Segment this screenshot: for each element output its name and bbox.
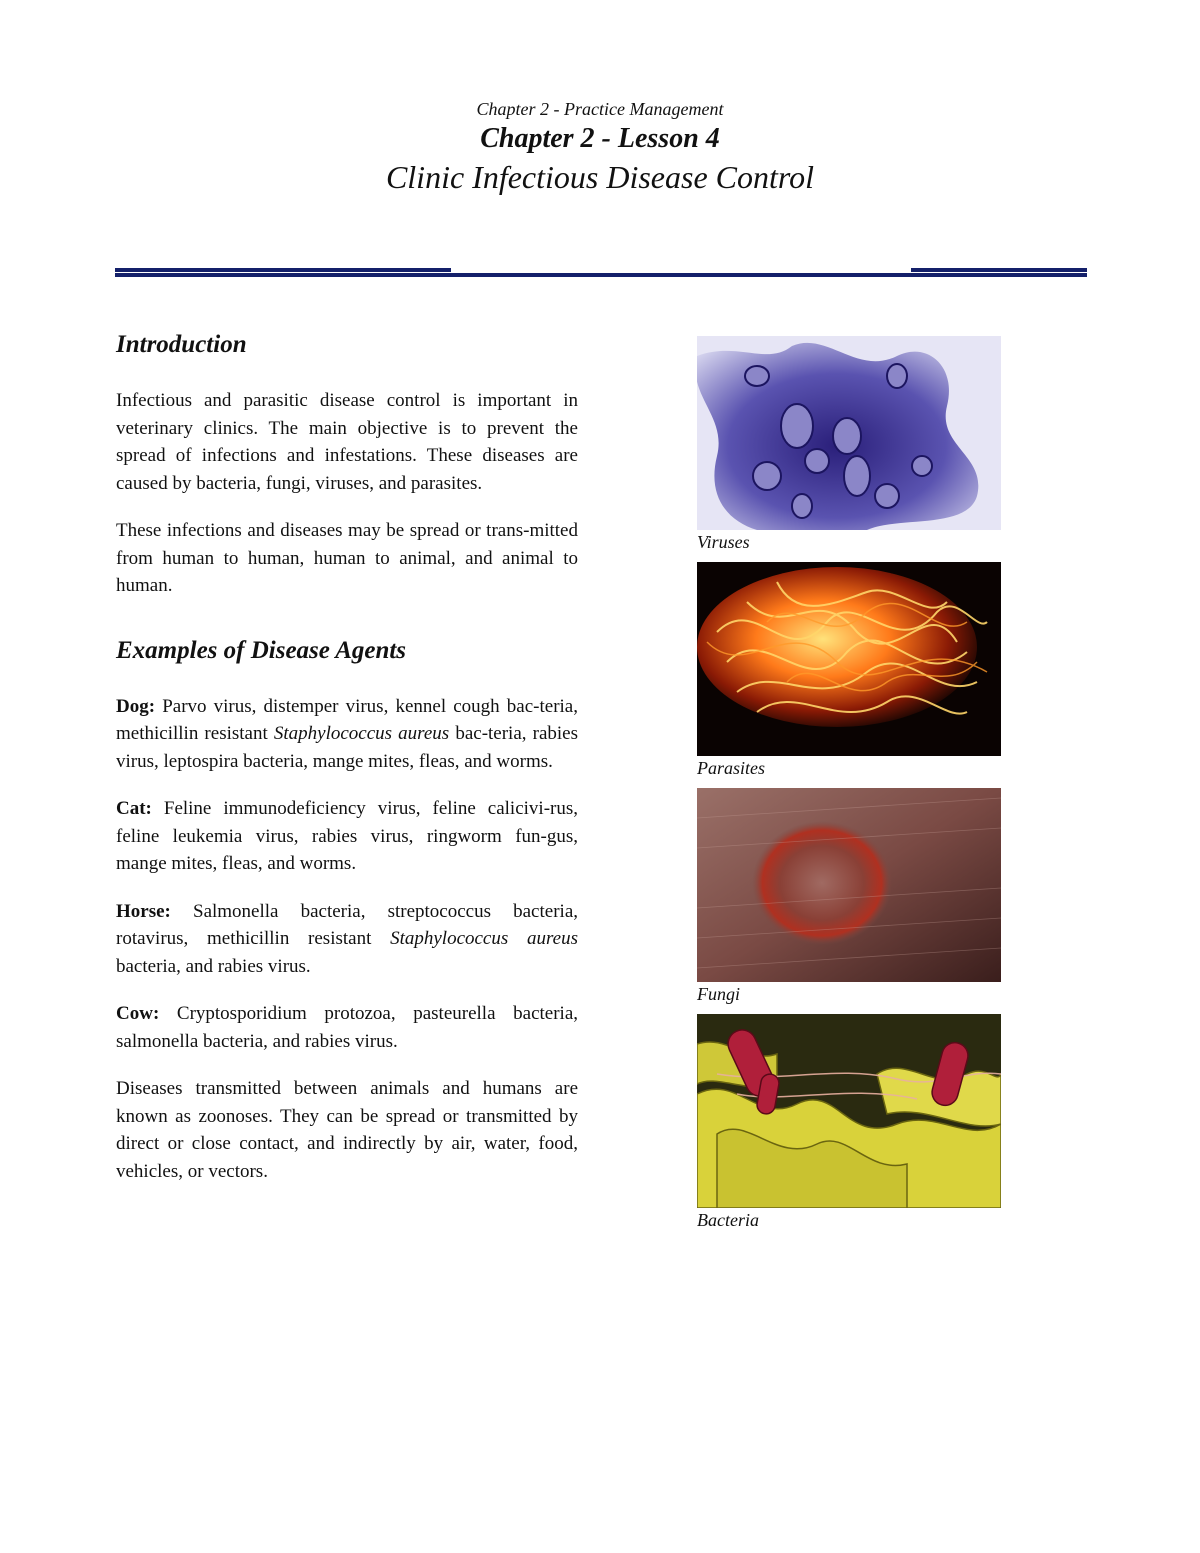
fungi-caption: Fungi bbox=[697, 984, 740, 1004]
horse-label: Horse: bbox=[116, 900, 171, 922]
page-title: Clinic Infectious Disease Control bbox=[385, 159, 815, 195]
horse-species-name: Staphylococcus aureus bbox=[390, 928, 578, 949]
cow-label: Cow: bbox=[116, 1003, 160, 1024]
cat-label: Cat: bbox=[116, 798, 152, 819]
fungi-image bbox=[697, 788, 1001, 982]
rule-segment-left bbox=[115, 268, 451, 272]
dog-species-name: Staphylococcus aureus bbox=[273, 723, 450, 744]
bacteria-image bbox=[697, 1014, 1001, 1208]
document-header bbox=[0, 96, 1200, 198]
main-text-column bbox=[116, 328, 578, 1185]
intro-paragraph-1: Infectious and parasitic disease control is important in veterinary clinics. The main objective is to prevent the spread of infections and infestations. These diseases are caused by bacteria, fungi, viruses, and parasites. bbox=[116, 390, 578, 494]
cat-text: Feline immunodeficiency virus, feline calicivi-rus, feline leukemia virus, rabies virus, ringworm fun-gus, mange mites, fleas, and worms. bbox=[116, 798, 578, 874]
rule-main-line bbox=[115, 273, 1087, 277]
figure-viruses bbox=[697, 336, 1001, 553]
lesson-number: Chapter 2 - Lesson 4 bbox=[480, 123, 720, 154]
figure-parasites bbox=[697, 562, 1001, 779]
viruses-caption: Viruses bbox=[697, 532, 750, 552]
bacteria-caption: Bacteria bbox=[697, 1210, 759, 1230]
rule-segment-right bbox=[911, 268, 1087, 272]
intro-paragraph-2: These infections and diseases may be spread or trans-mitted from human to human, human to animal, and animal to human. bbox=[116, 520, 578, 596]
header-rule bbox=[115, 268, 1087, 278]
viruses-image bbox=[697, 336, 1001, 530]
dog-paragraph bbox=[116, 693, 578, 776]
examples-heading: Examples of Disease Agents bbox=[116, 636, 407, 664]
zoonoses-paragraph: Diseases transmitted between animals and humans are known as zoonoses. They can be spread or transmitted by direct or close contact, and indirectly by air, water, food, vehicles, or vectors. bbox=[116, 1078, 578, 1182]
dog-label: Dog: bbox=[116, 695, 156, 717]
introduction-heading: Introduction bbox=[116, 331, 247, 358]
running-head: Chapter 2 - Practice Management bbox=[476, 99, 724, 119]
parasites-caption: Parasites bbox=[697, 758, 766, 778]
dog-text: Parvo virus, distemper virus, kennel cough bac-teria, methicillin resistant bbox=[116, 695, 578, 744]
parasites-image bbox=[697, 562, 1001, 756]
horse-text-end: bacteria, and rabies virus. bbox=[116, 955, 311, 977]
figure-bacteria bbox=[697, 1014, 1001, 1231]
dog-text-end: bac-teria, rabies virus, leptospira bacteria, mange mites, fleas, and worms. bbox=[116, 723, 579, 772]
cow-paragraph bbox=[116, 1000, 578, 1055]
horse-paragraph bbox=[116, 898, 578, 981]
cow-text: Cryptosporidium protozoa, pasteurella bacteria, salmonella bacteria, and rabies virus. bbox=[116, 1003, 578, 1052]
figure-fungi bbox=[697, 788, 1001, 1005]
cat-paragraph bbox=[116, 795, 578, 878]
horse-text: Salmonella bacteria, streptococcus bacteria, rotavirus, methicillin resistant bbox=[116, 900, 578, 949]
